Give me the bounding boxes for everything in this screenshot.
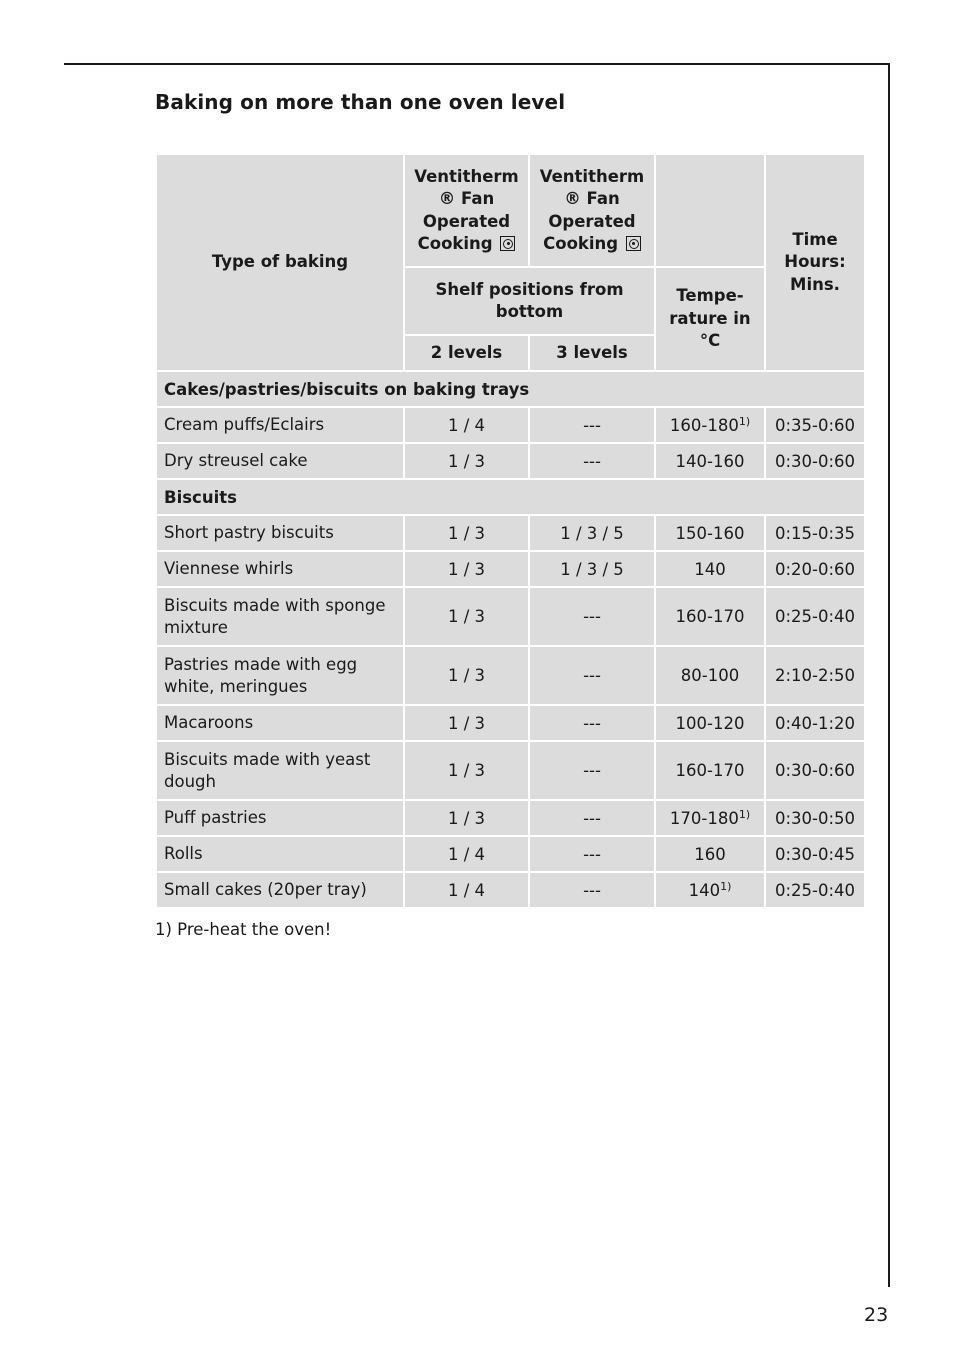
table-row xyxy=(156,872,865,908)
fan-oven-icon xyxy=(626,236,641,251)
table-row xyxy=(156,443,865,479)
header-mode-line2: ® Fan xyxy=(564,189,620,208)
page-number: 23 xyxy=(864,1304,889,1326)
temperature-value: 140-160 xyxy=(675,451,745,471)
baking-type-cell: Biscuits made with yeast dough xyxy=(156,741,404,800)
temperature-cell xyxy=(655,551,765,587)
temperature-cell xyxy=(655,741,765,800)
temperature-value: 160-170 xyxy=(675,761,745,780)
header-mode-line4: Cooking xyxy=(543,234,619,253)
temperature-cell xyxy=(655,800,765,836)
time-cell: 0:30-0:50 xyxy=(765,800,865,836)
two-levels-cell: 1 / 3 xyxy=(404,705,529,741)
time-cell: 0:15-0:35 xyxy=(765,515,865,551)
table-row xyxy=(156,800,865,836)
three-levels-cell: --- xyxy=(529,741,655,800)
header-mode-3-levels xyxy=(529,154,655,267)
three-levels-cell: --- xyxy=(529,587,655,646)
top-rule xyxy=(64,63,890,65)
header-mode-line3: Operated xyxy=(422,211,511,231)
section-title: Biscuits xyxy=(156,479,865,515)
header-mode-line4: Cooking xyxy=(417,234,493,253)
table-row xyxy=(156,741,865,800)
three-levels-cell: 1 / 3 / 5 xyxy=(529,551,655,587)
temperature-cell xyxy=(655,587,765,646)
time-cell: 2:10-2:50 xyxy=(765,646,865,705)
baking-table xyxy=(155,153,866,909)
time-cell: 0:30-0:60 xyxy=(765,741,865,800)
header-mode-line3: Operated xyxy=(548,211,636,231)
header-temp-blank xyxy=(655,154,765,267)
baking-type-cell: Cream puffs/Eclairs xyxy=(156,407,404,443)
temperature-cell xyxy=(655,443,765,479)
three-levels-cell: --- xyxy=(529,800,655,836)
table-row xyxy=(156,551,865,587)
header-shelf-positions: Shelf positions from bottom xyxy=(404,267,655,335)
baking-type-cell: Short pastry biscuits xyxy=(156,515,404,551)
table-body xyxy=(156,371,865,908)
header-mode-line1: Ventitherm xyxy=(414,166,519,186)
table-row xyxy=(156,836,865,872)
right-rule xyxy=(888,63,890,1287)
header-two-levels: 2 levels xyxy=(404,335,529,371)
temperature-value: 160-180 xyxy=(669,415,739,435)
temperature-value: 150-160 xyxy=(675,523,745,543)
temperature-cell xyxy=(655,872,765,908)
table-row xyxy=(156,646,865,705)
two-levels-cell: 1 / 4 xyxy=(404,836,529,872)
baking-type-cell: Pastries made with egg white, meringues xyxy=(156,646,404,705)
temperature-value: 140 xyxy=(694,559,726,579)
footnote-marker: 1) xyxy=(720,879,732,893)
header-temperature: Tempe-rature in °C xyxy=(655,267,765,371)
table-row xyxy=(156,705,865,741)
two-levels-cell: 1 / 3 xyxy=(404,741,529,800)
time-cell: 0:25-0:40 xyxy=(765,872,865,908)
baking-type-cell: Dry streusel cake xyxy=(156,443,404,479)
footnote-marker: 1) xyxy=(738,807,751,821)
table-row xyxy=(156,407,865,443)
baking-type-cell: Rolls xyxy=(156,836,404,872)
header-mode-line2: ® Fan xyxy=(438,189,495,208)
footnote: 1) Pre-heat the oven! xyxy=(155,920,332,939)
page-title: Baking on more than one oven level xyxy=(155,90,566,114)
table-row xyxy=(156,515,865,551)
header-mode-line1: Ventitherm xyxy=(539,166,645,186)
temperature-value: 160 xyxy=(694,844,726,864)
header-three-levels: 3 levels xyxy=(529,335,655,371)
two-levels-cell: 1 / 3 xyxy=(404,587,529,646)
temperature-value: 140 xyxy=(688,880,721,900)
two-levels-cell: 1 / 4 xyxy=(404,872,529,908)
temperature-cell xyxy=(655,836,765,872)
temperature-value: 160-170 xyxy=(675,607,745,626)
header-time: Time Hours: Mins. xyxy=(765,154,865,371)
baking-type-cell: Viennese whirls xyxy=(156,551,404,587)
three-levels-cell: --- xyxy=(529,705,655,741)
two-levels-cell: 1 / 3 xyxy=(404,515,529,551)
three-levels-cell: 1 / 3 / 5 xyxy=(529,515,655,551)
section-row xyxy=(156,371,865,407)
section-title: Cakes/pastries/biscuits on baking trays xyxy=(156,371,865,407)
baking-type-cell: Biscuits made with sponge mixture xyxy=(156,587,404,646)
two-levels-cell: 1 / 4 xyxy=(404,407,529,443)
temperature-cell xyxy=(655,515,765,551)
temperature-value: 100-120 xyxy=(675,713,745,733)
three-levels-cell: --- xyxy=(529,872,655,908)
two-levels-cell: 1 / 3 xyxy=(404,800,529,836)
temperature-cell xyxy=(655,407,765,443)
table-row xyxy=(156,587,865,646)
time-cell: 0:25-0:40 xyxy=(765,587,865,646)
three-levels-cell: --- xyxy=(529,646,655,705)
time-cell: 0:40-1:20 xyxy=(765,705,865,741)
baking-type-cell: Small cakes (20per tray) xyxy=(156,872,404,908)
section-row xyxy=(156,479,865,515)
time-cell: 0:30-0:60 xyxy=(765,443,865,479)
temperature-value: 170-180 xyxy=(669,808,739,828)
footnote-marker: 1) xyxy=(738,414,751,428)
three-levels-cell: --- xyxy=(529,407,655,443)
time-cell: 0:20-0:60 xyxy=(765,551,865,587)
three-levels-cell: --- xyxy=(529,836,655,872)
time-cell: 0:30-0:45 xyxy=(765,836,865,872)
two-levels-cell: 1 / 3 xyxy=(404,551,529,587)
time-cell: 0:35-0:60 xyxy=(765,407,865,443)
two-levels-cell: 1 / 3 xyxy=(404,443,529,479)
temperature-cell xyxy=(655,646,765,705)
temperature-cell xyxy=(655,705,765,741)
three-levels-cell: --- xyxy=(529,443,655,479)
two-levels-cell: 1 / 3 xyxy=(404,646,529,705)
header-type-of-baking: Type of baking xyxy=(156,154,404,371)
fan-oven-icon xyxy=(500,236,515,251)
temperature-value: 80-100 xyxy=(680,666,740,685)
baking-type-cell: Macaroons xyxy=(156,705,404,741)
header-mode-2-levels xyxy=(404,154,529,267)
baking-type-cell: Puff pastries xyxy=(156,800,404,836)
